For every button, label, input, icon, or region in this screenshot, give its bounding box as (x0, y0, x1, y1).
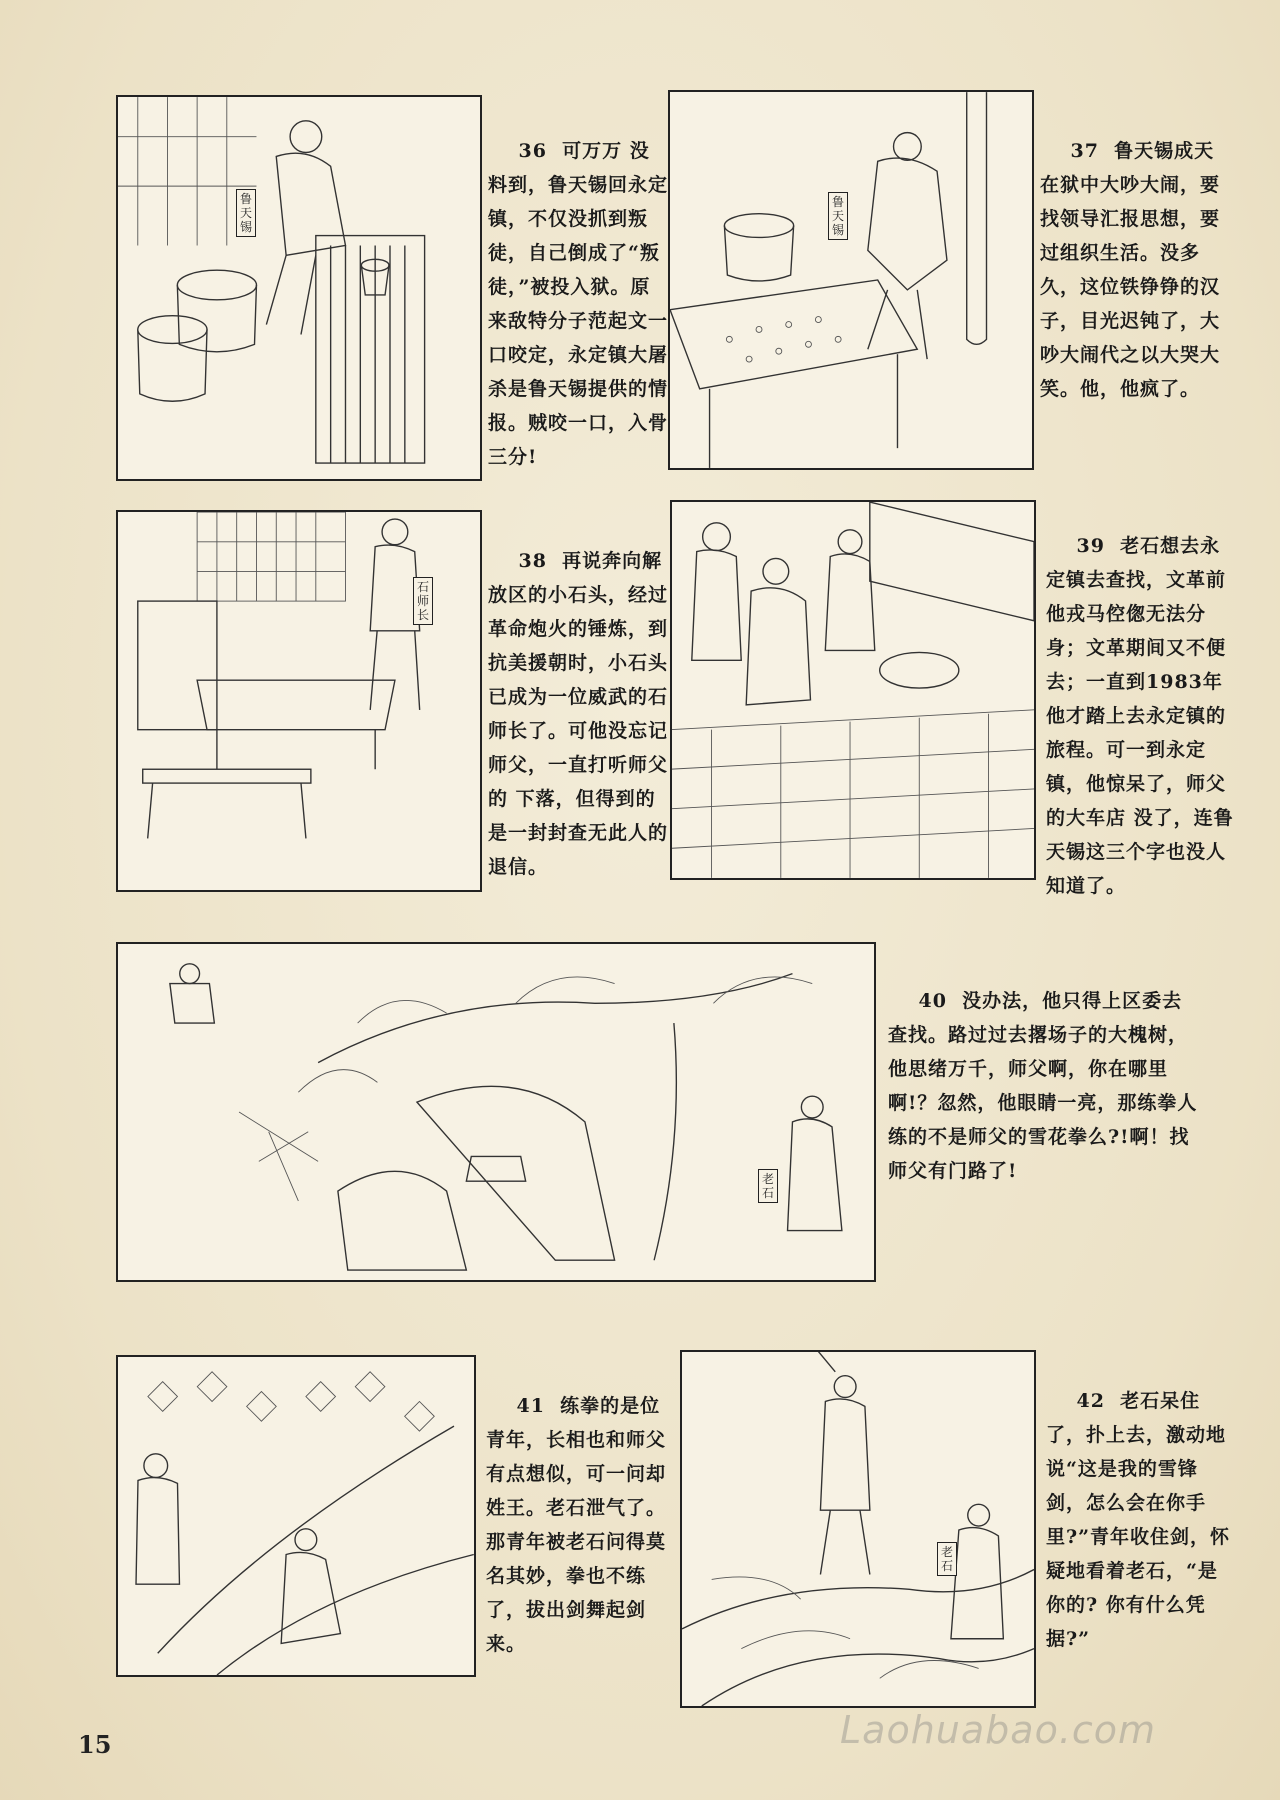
panel-39-caption (1046, 495, 1234, 937)
office-drawing (118, 512, 480, 890)
prison-cell-drawing (118, 97, 480, 479)
panel-42-number: 42 (1076, 1390, 1105, 1412)
martial-arts-drawing (118, 1357, 474, 1675)
madman-drawing (670, 92, 1032, 468)
panel-37-number: 37 (1070, 140, 1099, 162)
panel-37-seal: 鲁天锡 (828, 192, 848, 240)
panel-36-illustration (116, 95, 482, 481)
panel-41-caption (486, 1355, 672, 1695)
panel-36-caption (488, 100, 668, 508)
panel-41-text: 练拳的是位青年，长相也和师父有点想似，可一问却姓王。老石泄气了。那青年被老石问得莫名其妙，拳也不练了，拔出剑舞起剑来。 (486, 1395, 667, 1655)
panel-41-number: 41 (516, 1395, 545, 1417)
sword-encounter-drawing (682, 1352, 1034, 1706)
panel-40-illustration (116, 942, 876, 1282)
panel-42-caption (1046, 1350, 1234, 1690)
panel-42-seal: 老石 (937, 1542, 957, 1576)
panel-36-text: 可万万 没 料到，鲁天锡回永定镇，不仅没抓到叛徒，自己倒成了“叛徒，”被投入狱。原来敌特分子范起文一口咬定，永定镇大屠杀是鲁天锡提供的情报。贼咬一口，入骨三分! (488, 140, 669, 468)
panel-39-text: 老石想去永定镇去查找，文革前他戎马倥偬无法分身；文革期间又不便去；一直到1983年他才踏上去永定镇的旅程。可一到永定镇，他惊呆了，师父的大车店 没了，连鲁天锡这三个字也没人知道了。 (1046, 535, 1234, 897)
panel-36-seal: 鲁天锡 (236, 189, 256, 237)
panel-40-caption (888, 950, 1198, 1222)
panel-37-illustration (668, 90, 1034, 470)
panel-42-illustration (680, 1350, 1036, 1708)
panel-40-seal: 老石 (758, 1169, 778, 1203)
panel-38-seal: 石师长 (413, 577, 433, 625)
panel-39-number: 39 (1076, 535, 1105, 557)
panel-37-text: 鲁天锡成天在狱中大吵大闹，要找领导汇报思想，要过组织生活。没多久，这位铁铮铮的汉子，目光迟钝了，大吵大闹代之以大哭大笑。他，他疯了。 (1040, 140, 1221, 400)
panel-42-text: 老石呆住了，扑上去，激动地说“这是我的雪锋剑，怎么会在你手里?”青年收住剑，怀疑地看着老石，“是你的? 你有什么凭据?” (1046, 1390, 1231, 1650)
street-drawing (672, 502, 1034, 878)
panel-41-illustration (116, 1355, 476, 1677)
panel-36-number: 36 (518, 140, 547, 162)
locust-tree-drawing (118, 944, 874, 1280)
page-number: 15 (78, 1730, 112, 1759)
panel-39-illustration (670, 500, 1036, 880)
panel-38-text: 再说奔向解放区的小石头，经过革命炮火的锤炼，到抗美援朝时，小石头已成为一位威武的石师长了。可他没忘记师父，一直打听师父 的 下落，但得到的是一封封查无此人的退信。 (488, 550, 669, 878)
panel-37-caption (1040, 100, 1220, 440)
panel-38-caption (488, 510, 668, 918)
panel-40-number: 40 (918, 990, 947, 1012)
watermark: Laohuabao.com (840, 1708, 1157, 1752)
panel-40-text: 没办法，他只得上区委去查找。路过过去撂场子的大槐树，他思绪万千，师父啊，你在哪里啊!？忽然，他眼睛一亮，那练拳人练的不是师父的雪花拳么?!啊！找师父有门路了! (888, 990, 1198, 1182)
panel-38-illustration (116, 510, 482, 892)
panel-38-number: 38 (518, 550, 547, 572)
